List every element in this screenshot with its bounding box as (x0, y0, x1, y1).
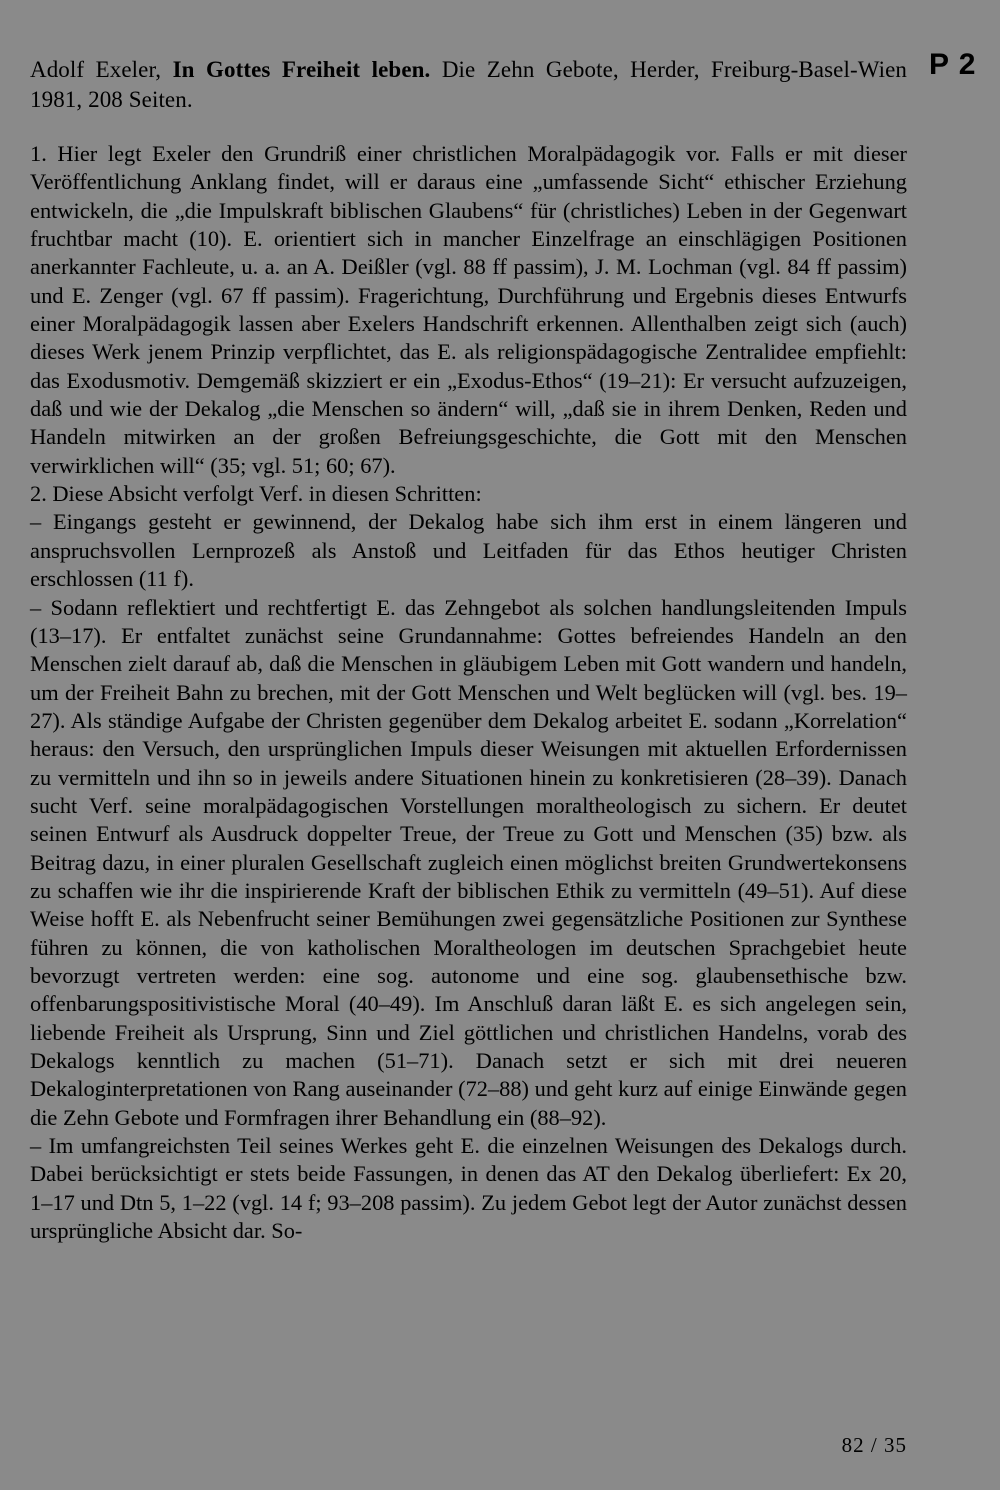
citation-author: Adolf Exeler, (30, 57, 162, 82)
paragraph-3: – Eingangs gesteht er gewinnend, der Dekalog habe sich ihm erst in einem längeren und anspruchsvollen Lernprozeß als Anstoß und Leitfaden für das Ethos heutiger Christen erschlossen (11 f). (30, 509, 907, 592)
paragraph-2: 2. Diese Absicht verfolgt Verf. in diesen Schritten: (30, 481, 482, 507)
citation-details: Die Zehn Gebote, Herder, Freiburg-Basel-Wien 1981, 208 Seiten. (30, 57, 907, 112)
document-code: P 2 (929, 48, 977, 81)
citation-title: In Gottes Freiheit leben. (172, 57, 431, 82)
review-text (30, 140, 907, 1245)
paragraph-1: 1. Hier legt Exeler den Grundriß einer christlichen Moralpädagogik vor. Falls er mit dieser Veröffentlichung Anklang findet, will er daraus eine „umfassende Sicht“ ethischer Erziehung entwickeln, die „die Impulskraft biblischen Glaubens“ für (christliches) Leben in der Gegenwart fruchtbar macht (10). E. orientiert sich in mancher Einzelfrage an einschlägigen Positionen anerkannter Fachleute, u. a. an A. Deißler (vgl. 88 ff passim), J. M. Lochman (vgl. 84 ff passim) und E. Zenger (vgl. 67 ff passim). Fragerichtung, Durchführung und Ergebnis dieses Entwurfs einer Moralpädagogik lassen aber Exelers Handschrift erkennen. Allenthalben zeigt sich (auch) dieses Werk jenem Prinzip verpflichtet, das E. als religionspädagogische Zentralidee empfiehlt: das Exodusmotiv. Demgemäß skizziert er ein „Exodus-Ethos“ (19–21): Er versucht aufzuzeigen, daß und wie der Dekalog „die Menschen so ändern“ will, „daß sie in ihrem Denken, Reden und Handeln mitwirken an der großen Befreiungsgeschichte, die Gott mit den Menschen verwirklichen will“ (35; vgl. 51; 60; 67). (30, 141, 907, 478)
book-citation (30, 55, 907, 115)
paragraph-5: – Im umfangreichsten Teil seines Werkes geht E. die einzelnen Weisungen des Dekalogs durch. Dabei berücksichtigt er stets beide Fassungen, in denen das AT den Dekalog überliefert: Ex 20, 1–17 und Dtn 5, 1–22 (vgl. 14 f; 93–208 passim). Zu jedem Gebot legt der Autor zunächst dessen ursprüngliche Absicht dar. So- (30, 1133, 907, 1244)
page-number: 82 / 35 (841, 1433, 907, 1457)
paragraph-4: – Sodann reflektiert und rechtfertigt E. das Zehngebot als solchen handlungsleitenden Impuls (13–17). Er entfaltet zunächst seine Grundannahme: Gottes befreiendes Handeln an den Menschen zielt darauf ab, daß die Menschen in gläubigem Leben mit Gott wandern und handeln, um der Freiheit Bahn zu brechen, mit der Gott Menschen und Welt beglücken will (vgl. bes. 19–27). Als ständige Aufgabe der Christen gegenüber dem Dekalog arbeitet E. sodann „Korrelation“ heraus: den Versuch, den ursprünglichen Impuls dieser Weisungen mit aktuellen Erfordernissen zu vermitteln und ihn so in jeweils andere Situationen hinein zu konkretisieren (28–39). Danach sucht Verf. seine moralpädagogischen Vorstellungen moraltheologisch zu sichern. Er deutet seinen Entwurf als Ausdruck doppelter Treue, der Treue zu Gott und Menschen (35) bzw. als Beitrag dazu, in einer pluralen Gesellschaft zugleich einen möglichst breiten Grundwertekonsens zu schaffen wie ihr die inspirierende Kraft der biblischen Ethik zu vermitteln (49–51). Auf diese Weise hofft E. als Nebenfrucht seiner Bemühungen zwei gegensätzliche Positionen zur Synthese führen zu können, die von katholischen Moraltheologen im deutschen Sprachgebiet heute bevorzugt vertreten werden: eine sog. autonome und eine sog. glaubensethische bzw. offenbarungspositivistische Moral (40–49). Im Anschluß daran läßt E. es sich angelegen sein, liebende Freiheit als Ursprung, Sinn und Ziel göttlichen und christlichen Handelns, vorab des Dekalogs kenntlich zu machen (51–71). Danach setzt er sich mit drei neueren Dekaloginterpretationen von Rang auseinander (72–88) und geht kurz auf einige Einwände gegen die Zehn Gebote und Formfragen ihrer Behandlung ein (88–92). (30, 594, 907, 1130)
page-body (30, 55, 907, 1245)
